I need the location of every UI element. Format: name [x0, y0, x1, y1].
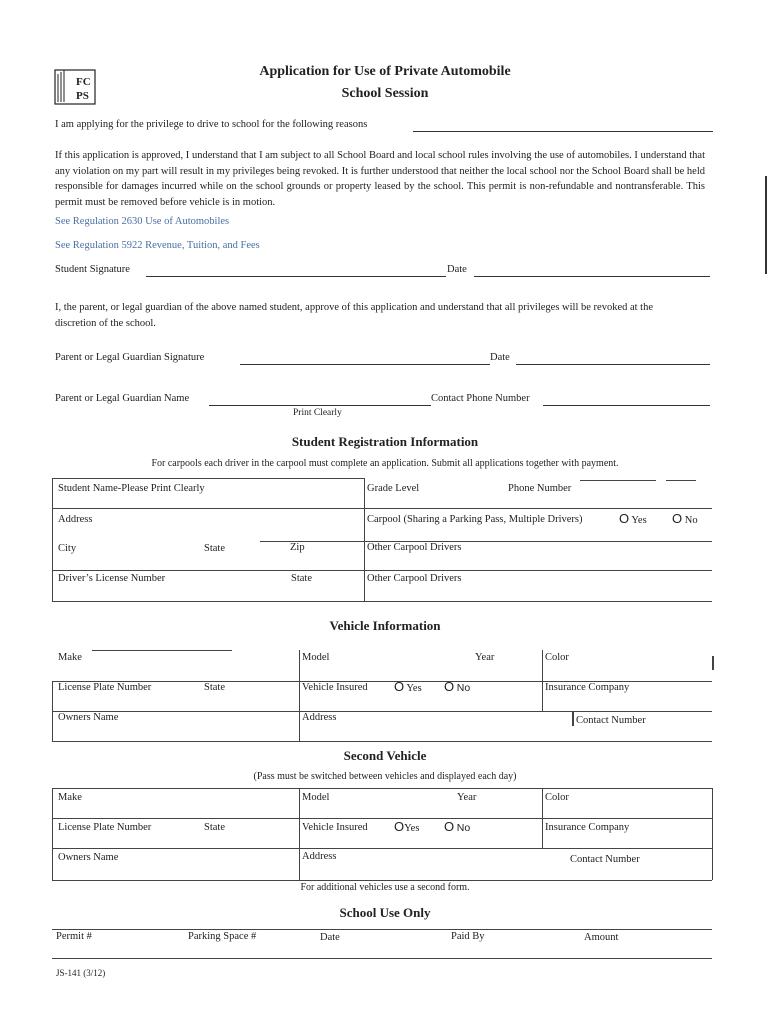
parent-signature-field[interactable] [240, 364, 490, 365]
grade-level-field[interactable]: Grade Level [367, 483, 420, 494]
second-insured-no-radio[interactable]: O No [444, 819, 471, 834]
print-clearly-note: Print Clearly [293, 408, 342, 418]
student-name-field[interactable]: Student Name-Please Print Clearly [58, 483, 205, 494]
svg-text:PS: PS [76, 90, 89, 102]
second-owner-field[interactable]: Owners Name [58, 852, 119, 863]
address-field[interactable]: Address [58, 514, 93, 525]
vehicle-insured-yes-radio[interactable]: O Yes [394, 679, 422, 694]
second-address-field[interactable]: Address [302, 851, 337, 862]
parent-approval-paragraph: I, the parent, or legal guardian of the above named student, approve of this application and understand that all privileges will be revoked at the discretion of the school. [55, 302, 654, 329]
parent-date-label: Date [490, 352, 510, 363]
city-field[interactable]: City [58, 543, 77, 554]
school-use-heading: School Use Only [339, 905, 431, 920]
vehicle-state-field[interactable]: State [204, 682, 225, 693]
second-insured-label: Vehicle Insured [302, 822, 368, 833]
zip-field[interactable]: Zip [290, 542, 305, 553]
parking-space-field[interactable]: Parking Space # [188, 931, 257, 942]
carpool-yes-radio[interactable]: O Yes [619, 511, 647, 526]
second-make-field[interactable]: Make [58, 792, 82, 803]
regulation-5922-link[interactable]: See Regulation 5922 Revenue, Tuition, and Fees [55, 240, 260, 251]
second-contact-field[interactable]: Contact Number [570, 854, 640, 865]
other-carpool-drivers-2[interactable]: Other Carpool Drivers [367, 573, 462, 584]
second-vehicle-heading: Second Vehicle [343, 748, 427, 763]
parent-name-label: Parent or Legal Guardian Name [55, 393, 190, 404]
parent-signature-label: Parent or Legal Guardian Signature [55, 352, 205, 363]
vehicle-plate-field[interactable]: License Plate Number [58, 682, 152, 693]
state-field[interactable]: State [204, 543, 225, 554]
amount-field[interactable]: Amount [584, 932, 619, 943]
vehicle-address-field[interactable]: Address [302, 712, 337, 723]
vehicle-color-field[interactable]: Color [545, 652, 569, 663]
svg-text:FC: FC [76, 76, 91, 88]
contact-phone-field[interactable] [543, 405, 710, 406]
student-signature-label: Student Signature [55, 264, 130, 275]
vehicle-insured-no-radio[interactable]: O No [444, 679, 471, 694]
carpool-note: For carpools each driver in the carpool must complete an application. Submit all applications together with payment. [151, 458, 619, 469]
registration-heading: Student Registration Information [291, 434, 479, 449]
parent-date-field[interactable] [516, 364, 710, 365]
carpool-no-radio[interactable]: O No [672, 511, 698, 526]
student-signature-field[interactable] [146, 276, 446, 277]
vehicle-year-field[interactable]: Year [475, 652, 495, 663]
second-plate-field[interactable]: License Plate Number [58, 822, 152, 833]
second-state-field[interactable]: State [204, 822, 225, 833]
second-insured-yes-radio[interactable]: OYes [394, 819, 420, 834]
agreement-paragraph: If this application is approved, I understand that I am subject to all School Board and local school rules involving the use of automobiles. I understand that any violation on my part will result in my privileges being revoked. It is further understood that neither the local school nor the School Board shall be held responsible for damages incurred while on the school grounds or property leased by the school. This permit is non-refundable and nontransferable. This permit must be removed before vehicle is in motion. [55, 150, 705, 208]
vehicle-heading: Vehicle Information [329, 618, 441, 633]
vehicle-model-field[interactable]: Model [302, 652, 330, 663]
license-number-field[interactable]: Driver’s License Number [58, 573, 166, 584]
phone-number-field[interactable]: Phone Number [508, 483, 572, 494]
carpool-label: Carpool (Sharing a Parking Pass, Multiple Drivers) [367, 514, 583, 525]
form-id: JS-141 (3/12) [56, 968, 106, 978]
vehicle-make-field[interactable]: Make [58, 652, 82, 663]
second-model-field[interactable]: Model [302, 792, 330, 803]
page-title: Application for Use of Private Automobile [259, 64, 511, 79]
vehicle-contact-field[interactable]: Contact Number [576, 715, 646, 726]
second-color-field[interactable]: Color [545, 792, 569, 803]
other-carpool-drivers-1[interactable]: Other Carpool Drivers [367, 542, 462, 553]
second-year-field[interactable]: Year [457, 792, 477, 803]
additional-vehicles-note: For additional vehicles use a second form. [300, 882, 470, 893]
vehicle-insured-label: Vehicle Insured [302, 682, 368, 693]
paid-by-field[interactable]: Paid By [451, 931, 485, 942]
vehicle-owner-field[interactable]: Owners Name [58, 712, 119, 723]
page-subtitle: School Session [341, 86, 429, 101]
vehicle-insurance-field[interactable]: Insurance Company [545, 682, 630, 693]
regulation-2630-link[interactable]: See Regulation 2630 Use of Automobiles [55, 216, 230, 227]
margin-bar [765, 176, 767, 274]
second-vehicle-note: (Pass must be switched between vehicles and displayed each day) [253, 771, 517, 782]
parent-name-field[interactable] [209, 405, 431, 406]
applying-label: I am applying for the privilege to drive to school for the following reasons [55, 119, 368, 130]
student-date-field[interactable] [474, 276, 710, 277]
contact-phone-label: Contact Phone Number [431, 393, 530, 404]
student-date-label: Date [447, 264, 467, 275]
second-insurance-field[interactable]: Insurance Company [545, 822, 630, 833]
school-date-field[interactable]: Date [320, 932, 340, 943]
permit-number-field[interactable]: Permit # [56, 931, 92, 942]
reasons-field[interactable] [413, 131, 713, 132]
license-state-field[interactable]: State [291, 573, 312, 584]
